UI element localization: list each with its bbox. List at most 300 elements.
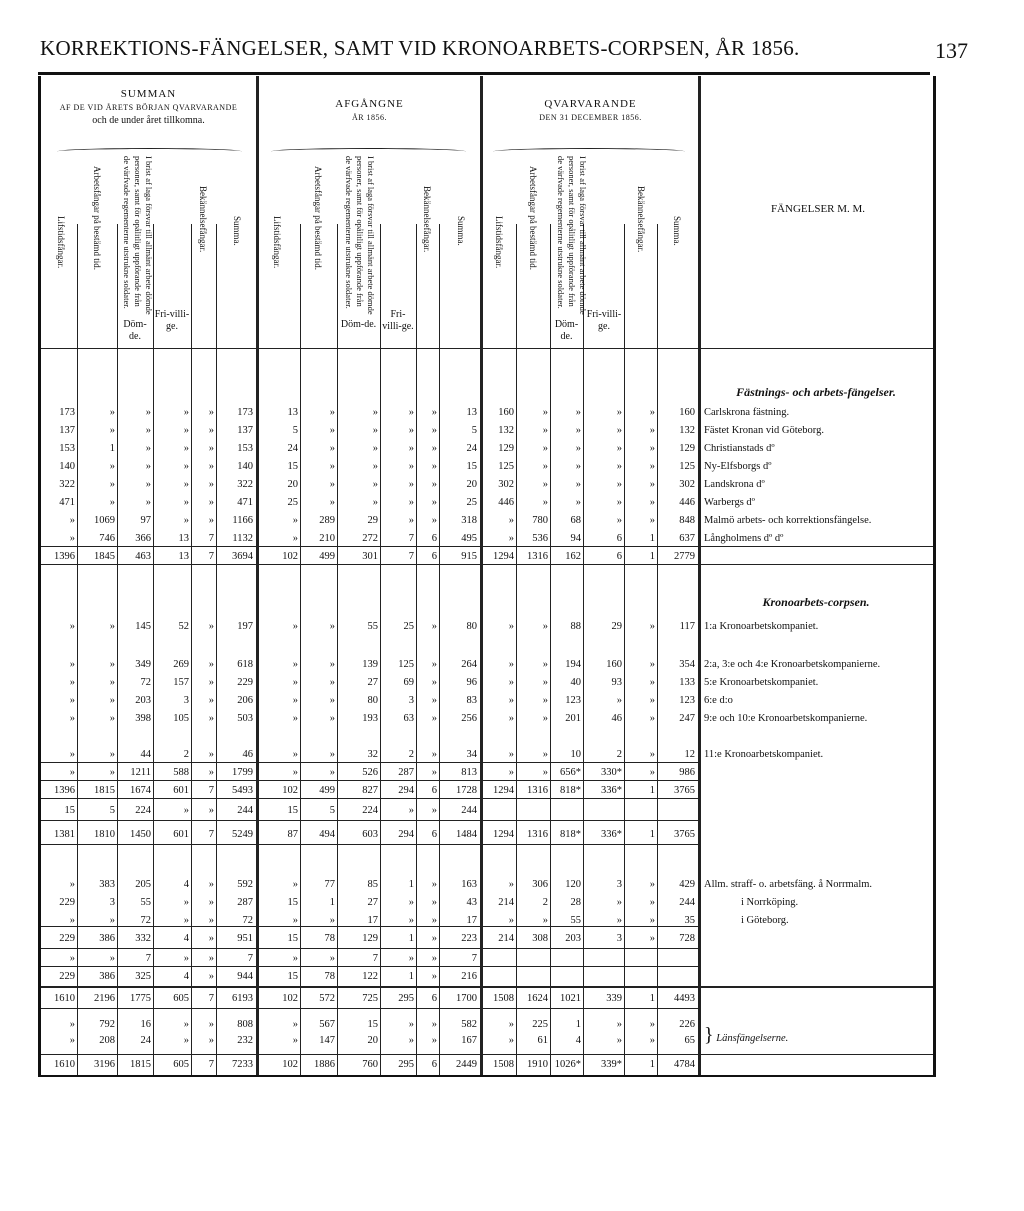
table-cell: » — [69, 915, 75, 926]
table-cell: 656* — [560, 767, 581, 778]
table-cell: 224 — [135, 805, 151, 816]
table-cell: 471 — [237, 497, 253, 508]
table-cell: 1396 — [54, 785, 75, 796]
table-cell: 1910 — [527, 1059, 548, 1070]
afgangne-header — [259, 98, 480, 124]
table-cell: » — [69, 621, 75, 632]
table-cell: » — [183, 497, 189, 508]
table-cell: 133 — [679, 677, 695, 688]
table-cell: » — [292, 659, 298, 670]
table-cell: 229 — [59, 897, 75, 908]
row-label: 9:e och 10:e Kronoarbetskompanierne. — [704, 713, 868, 724]
table-cell: 32 — [367, 749, 378, 760]
table-cell: 792 — [99, 1019, 115, 1030]
header-rule — [41, 348, 933, 349]
table-cell: » — [69, 1019, 75, 1030]
table-cell: » — [208, 515, 214, 526]
table-cell: 526 — [362, 767, 378, 778]
table-cell: 12 — [684, 749, 695, 760]
table-cell: 760 — [362, 1059, 378, 1070]
table-cell: 147 — [319, 1035, 335, 1046]
table-cell: 463 — [135, 551, 151, 562]
table-cell: » — [542, 695, 548, 706]
table-cell: 330* — [601, 767, 622, 778]
table-cell: 229 — [59, 971, 75, 982]
table-cell: 77 — [324, 879, 335, 890]
table-cell: » — [431, 915, 437, 926]
table-cell: 354 — [679, 659, 695, 670]
table-cell: 80 — [466, 621, 477, 632]
table-cell: 4 — [575, 1035, 581, 1046]
table-cell: 322 — [237, 479, 253, 490]
table-row — [41, 894, 933, 912]
table-cell: 102 — [282, 551, 298, 562]
table-cell: 5493 — [232, 785, 253, 796]
table-cell: 582 — [461, 1019, 477, 1030]
table-cell: 1 — [649, 829, 655, 840]
row-label: 5:e Kronoarbetskompaniet. — [704, 677, 819, 688]
row-rule — [41, 1054, 933, 1055]
table-cell: 153 — [59, 443, 75, 454]
table-cell: 725 — [362, 993, 378, 1004]
table-row — [41, 990, 933, 1008]
table-cell: 2 — [542, 897, 548, 908]
table-cell: 6 — [431, 551, 437, 562]
table-cell: » — [329, 461, 335, 472]
table-cell: 197 — [237, 621, 253, 632]
page-title: KORREKTIONS-FÄNGELSER, SAMT VID KRONOARBETS-CORPSEN, ÅR 1856. — [40, 36, 800, 60]
table-cell: » — [649, 425, 655, 436]
table-cell: » — [372, 479, 378, 490]
table-cell: 129 — [498, 443, 514, 454]
row-label: i Norrköping. — [741, 897, 799, 908]
table-cell: » — [183, 479, 189, 490]
table-cell: » — [183, 407, 189, 418]
table-cell: » — [649, 659, 655, 670]
table-cell: 588 — [173, 767, 189, 778]
table-cell: » — [649, 443, 655, 454]
row-label: Långholmens dº dº — [704, 533, 784, 544]
table-cell: 1132 — [232, 533, 253, 544]
row-label: Malmö arbets- och korrektionsfängelse. — [704, 515, 872, 526]
table-cell: » — [408, 443, 414, 454]
table-cell: 1810 — [94, 829, 115, 840]
table-cell: 15 — [287, 461, 298, 472]
table-cell: 117 — [679, 621, 695, 632]
table-cell: 2779 — [674, 551, 695, 562]
table-cell: 72 — [140, 677, 151, 688]
table-row — [41, 458, 933, 476]
table-cell: 160 — [606, 659, 622, 670]
table-cell: » — [649, 933, 655, 944]
table-cell: 162 — [565, 551, 581, 562]
table-cell: » — [372, 407, 378, 418]
table-cell: » — [431, 971, 437, 982]
row-label: Landskrona dº — [704, 479, 765, 490]
table-cell: » — [649, 461, 655, 472]
table-cell: 44 — [140, 749, 151, 760]
table-cell: 203 — [565, 933, 581, 944]
table-cell: » — [431, 767, 437, 778]
table-cell: 25 — [403, 621, 414, 632]
table-cell: 157 — [173, 677, 189, 688]
table-cell: 15 — [287, 897, 298, 908]
row-label: 2:a, 3:e och 4:e Kronoarbetskompanierne. — [704, 659, 881, 670]
table-cell: » — [208, 461, 214, 472]
table-cell: 592 — [237, 879, 253, 890]
table-cell: » — [575, 497, 581, 508]
table-cell: » — [208, 407, 214, 418]
col-head-arbets: Arbetsfångar på bestämd tid. — [92, 166, 102, 270]
table-cell: 224 — [362, 805, 378, 816]
table-cell: » — [183, 425, 189, 436]
table-cell: 1 — [649, 785, 655, 796]
table-cell: 1610 — [54, 1059, 75, 1070]
table-cell: 1508 — [493, 993, 514, 1004]
table-cell: » — [372, 425, 378, 436]
table-cell: » — [109, 915, 115, 926]
table-cell: » — [208, 713, 214, 724]
table-row — [41, 1032, 933, 1050]
table-cell: » — [208, 443, 214, 454]
table-cell: » — [431, 497, 437, 508]
col-head-frivillige: Fri-villi-ge. — [382, 309, 414, 332]
table-cell: » — [208, 621, 214, 632]
table-row — [41, 476, 933, 494]
table-row — [41, 950, 933, 968]
row-rule — [41, 1008, 698, 1009]
table-cell: 294 — [398, 829, 414, 840]
table-cell: 1316 — [527, 551, 548, 562]
table-cell: 139 — [362, 659, 378, 670]
table-cell: 3 — [183, 695, 189, 706]
table-cell: 1 — [329, 897, 335, 908]
table-cell: 4 — [183, 933, 189, 944]
table-cell: 308 — [532, 933, 548, 944]
table-cell: 827 — [362, 785, 378, 796]
table-cell: » — [408, 425, 414, 436]
table-row — [41, 1056, 933, 1074]
table-cell: 7 — [145, 953, 151, 964]
table-cell: » — [145, 479, 151, 490]
table-cell: » — [408, 915, 414, 926]
table-cell: 5249 — [232, 829, 253, 840]
table-cell: 601 — [173, 785, 189, 796]
table-cell: » — [431, 461, 437, 472]
table-cell: 125 — [679, 461, 695, 472]
table-cell: » — [508, 879, 514, 890]
table-cell: » — [508, 621, 514, 632]
table-cell: » — [542, 915, 548, 926]
table-cell: 13 — [178, 551, 189, 562]
table-cell: 944 — [237, 971, 253, 982]
table-cell: 96 — [466, 677, 477, 688]
table-cell: » — [109, 479, 115, 490]
table-cell: » — [329, 695, 335, 706]
table-cell: 3 — [616, 933, 622, 944]
table-cell: » — [208, 1035, 214, 1046]
table-row — [41, 764, 933, 782]
table-cell: 145 — [135, 621, 151, 632]
col-head-arbets: Arbetsfångar på bestämd tid. — [313, 166, 323, 270]
table-cell: » — [329, 767, 335, 778]
table-cell: 102 — [282, 1059, 298, 1070]
table-cell: 302 — [679, 479, 695, 490]
table-cell: 43 — [466, 897, 477, 908]
table-cell: 386 — [99, 971, 115, 982]
row-label: 6:e d:o — [704, 695, 733, 706]
table-cell: 1728 — [456, 785, 477, 796]
table-cell: 78 — [324, 971, 335, 982]
table-cell: 1 — [649, 533, 655, 544]
table-cell: » — [69, 1035, 75, 1046]
table-cell: 214 — [498, 933, 514, 944]
table-cell: 2 — [616, 749, 622, 760]
table-cell: 4 — [183, 879, 189, 890]
qvarvarande-header — [483, 98, 698, 124]
table-cell: 132 — [679, 425, 695, 436]
table-cell: » — [208, 933, 214, 944]
table-cell: 618 — [237, 659, 253, 670]
table-cell: 160 — [498, 407, 514, 418]
table-cell: » — [292, 915, 298, 926]
table-cell: 332 — [135, 933, 151, 944]
table-row — [41, 782, 933, 800]
table-cell: 1166 — [232, 515, 253, 526]
table-cell: 256 — [461, 713, 477, 724]
table-cell: » — [183, 953, 189, 964]
table-cell: 210 — [319, 533, 335, 544]
table-cell: 140 — [59, 461, 75, 472]
table-cell: » — [431, 677, 437, 688]
table-cell: » — [649, 515, 655, 526]
table-cell: 1294 — [493, 785, 514, 796]
col-head-frivillige: Fri-villi-ge. — [586, 309, 622, 332]
table-cell: 55 — [140, 897, 151, 908]
table-cell: 123 — [565, 695, 581, 706]
table-cell: 6 — [431, 533, 437, 544]
table-cell: 4 — [183, 971, 189, 982]
table-row — [41, 930, 933, 948]
table-cell: 3196 — [94, 1059, 115, 1070]
table-cell: 1508 — [493, 1059, 514, 1070]
top-rule — [38, 72, 930, 75]
table-cell: » — [616, 479, 622, 490]
table-cell: » — [508, 1019, 514, 1030]
table-cell: » — [431, 879, 437, 890]
table-cell: 499 — [319, 551, 335, 562]
table-cell: 193 — [362, 713, 378, 724]
table-cell: » — [575, 461, 581, 472]
table-cell: 294 — [398, 785, 414, 796]
table-cell: 1294 — [493, 551, 514, 562]
table-cell: » — [109, 407, 115, 418]
table-cell: 1381 — [54, 829, 75, 840]
row-rule — [41, 820, 698, 821]
table-cell: 20 — [466, 479, 477, 490]
table-cell: 132 — [498, 425, 514, 436]
table-cell: 225 — [532, 1019, 548, 1030]
table-cell: 818* — [560, 785, 581, 796]
table-cell: 83 — [466, 695, 477, 706]
col-head-bekannelse: Bekännelsefångar. — [422, 186, 432, 253]
table-cell: » — [372, 443, 378, 454]
table-cell: 55 — [570, 915, 581, 926]
lansfangelser-text: Länsfängelserne. — [716, 1033, 789, 1044]
table-cell: » — [69, 713, 75, 724]
table-cell: 102 — [282, 785, 298, 796]
table-row — [41, 422, 933, 440]
table-cell: 349 — [135, 659, 151, 670]
table-cell: 322 — [59, 479, 75, 490]
table-cell: » — [408, 497, 414, 508]
table-cell: 205 — [135, 879, 151, 890]
table-cell: 167 — [461, 1035, 477, 1046]
table-cell: 129 — [679, 443, 695, 454]
table-cell: » — [508, 533, 514, 544]
table-cell: » — [408, 515, 414, 526]
summan-line2: och de under året tillkomna. — [92, 115, 205, 126]
qvarvarande-sub: DEN 31 DECEMBER 1856. — [539, 113, 642, 122]
table-cell: » — [145, 407, 151, 418]
summan-line1: AF DE VID ÅRETS BÖRJAN QVARVARANDE — [59, 103, 238, 112]
table-cell: » — [431, 479, 437, 490]
table-row — [41, 746, 933, 764]
table-row — [41, 826, 933, 844]
table-cell: 7 — [208, 1059, 214, 1070]
table-row — [41, 710, 933, 728]
table-cell: » — [408, 953, 414, 964]
table-cell: 1815 — [130, 1059, 151, 1070]
table-cell: 16 — [140, 1019, 151, 1030]
table-cell: » — [208, 659, 214, 670]
table-cell: 499 — [319, 785, 335, 796]
table-cell: » — [109, 767, 115, 778]
table-cell: » — [208, 971, 214, 982]
table-cell: 17 — [466, 915, 477, 926]
table-cell: 494 — [319, 829, 335, 840]
table-row — [41, 548, 933, 566]
table-cell: 4493 — [674, 993, 695, 1004]
table-cell: 208 — [99, 1035, 115, 1046]
col-head-summa: Summa. — [232, 216, 242, 246]
table-cell: 3 — [408, 695, 414, 706]
table-cell: 216 — [461, 971, 477, 982]
table-cell: 780 — [532, 515, 548, 526]
table-cell: 244 — [461, 805, 477, 816]
table-cell: 336* — [601, 785, 622, 796]
col-head-bekannelse: Bekännelsefångar. — [636, 186, 646, 253]
table-cell: 3 — [616, 879, 622, 890]
table-cell: » — [575, 425, 581, 436]
table-cell: 1886 — [314, 1059, 335, 1070]
table-cell: 1316 — [527, 785, 548, 796]
table-cell: » — [329, 659, 335, 670]
table-cell: 15 — [287, 971, 298, 982]
table-cell: 1 — [408, 971, 414, 982]
table-cell: 1700 — [456, 993, 477, 1004]
table-cell: » — [208, 805, 214, 816]
table-cell: 1 — [575, 1019, 581, 1030]
table-cell: » — [575, 443, 581, 454]
table-cell: 383 — [99, 879, 115, 890]
table-cell: » — [208, 677, 214, 688]
table-cell: » — [183, 915, 189, 926]
table-row — [41, 404, 933, 422]
table-cell: » — [69, 879, 75, 890]
table-cell: 2449 — [456, 1059, 477, 1070]
table-cell: 20 — [367, 1035, 378, 1046]
table-row — [41, 618, 933, 636]
table-cell: 1845 — [94, 551, 115, 562]
table-cell: » — [109, 677, 115, 688]
table-cell: 1211 — [130, 767, 151, 778]
table-cell: » — [542, 659, 548, 670]
row-label: 1:a Kronoarbetskompaniet. — [704, 621, 819, 632]
table-cell: » — [329, 677, 335, 688]
table-cell: » — [329, 425, 335, 436]
table-cell: 503 — [237, 713, 253, 724]
row-label: 11:e Kronoarbetskompaniet. — [704, 749, 824, 760]
table-cell: 1484 — [456, 829, 477, 840]
table-cell: 7 — [408, 551, 414, 562]
table-cell: 93 — [611, 677, 622, 688]
table-cell: 10 — [570, 749, 581, 760]
table-cell: » — [542, 749, 548, 760]
table-cell: » — [575, 407, 581, 418]
table-cell: 173 — [59, 407, 75, 418]
fangelser-header: FÄNGELSER M. M. — [770, 203, 866, 215]
table-cell: » — [183, 443, 189, 454]
col-head-brist: I brist af laga försvar till allmänt arbete dömde personer, samt för opålitligt uppförande från de värfvade regementerne utstrukne soldater. — [344, 156, 376, 315]
table-cell: » — [329, 497, 335, 508]
table-cell: » — [616, 1019, 622, 1030]
table-cell: » — [69, 659, 75, 670]
table-cell: 318 — [461, 515, 477, 526]
table-cell: » — [292, 695, 298, 706]
table-cell: 203 — [135, 695, 151, 706]
table-cell: » — [508, 767, 514, 778]
table-cell: 5 — [329, 805, 335, 816]
table-cell: » — [408, 479, 414, 490]
table-cell: » — [431, 407, 437, 418]
table-cell: » — [208, 1019, 214, 1030]
table-cell: 986 — [679, 767, 695, 778]
table-cell: 605 — [173, 993, 189, 1004]
row-label: Ny-Elfsborgs dº — [704, 461, 772, 472]
table-cell: 289 — [319, 515, 335, 526]
table-cell: » — [109, 497, 115, 508]
table-cell: 15 — [367, 1019, 378, 1030]
table-cell: 97 — [140, 515, 151, 526]
table-cell: 7 — [247, 953, 253, 964]
table-cell: 295 — [398, 1059, 414, 1070]
table-cell: » — [649, 695, 655, 706]
table-cell: 471 — [59, 497, 75, 508]
table-cell: 4784 — [674, 1059, 695, 1070]
table-cell: 3 — [109, 897, 115, 908]
table-cell: » — [292, 677, 298, 688]
table-cell: 247 — [679, 713, 695, 724]
table-cell: 88 — [570, 621, 581, 632]
table-cell: » — [616, 1035, 622, 1046]
table-cell: » — [408, 1019, 414, 1030]
col-head-domde: Döm-de. — [554, 319, 579, 342]
table-cell: 65 — [684, 1035, 695, 1046]
table-cell: 915 — [461, 551, 477, 562]
table-cell: 78 — [324, 933, 335, 944]
table-cell: 35 — [684, 915, 695, 926]
